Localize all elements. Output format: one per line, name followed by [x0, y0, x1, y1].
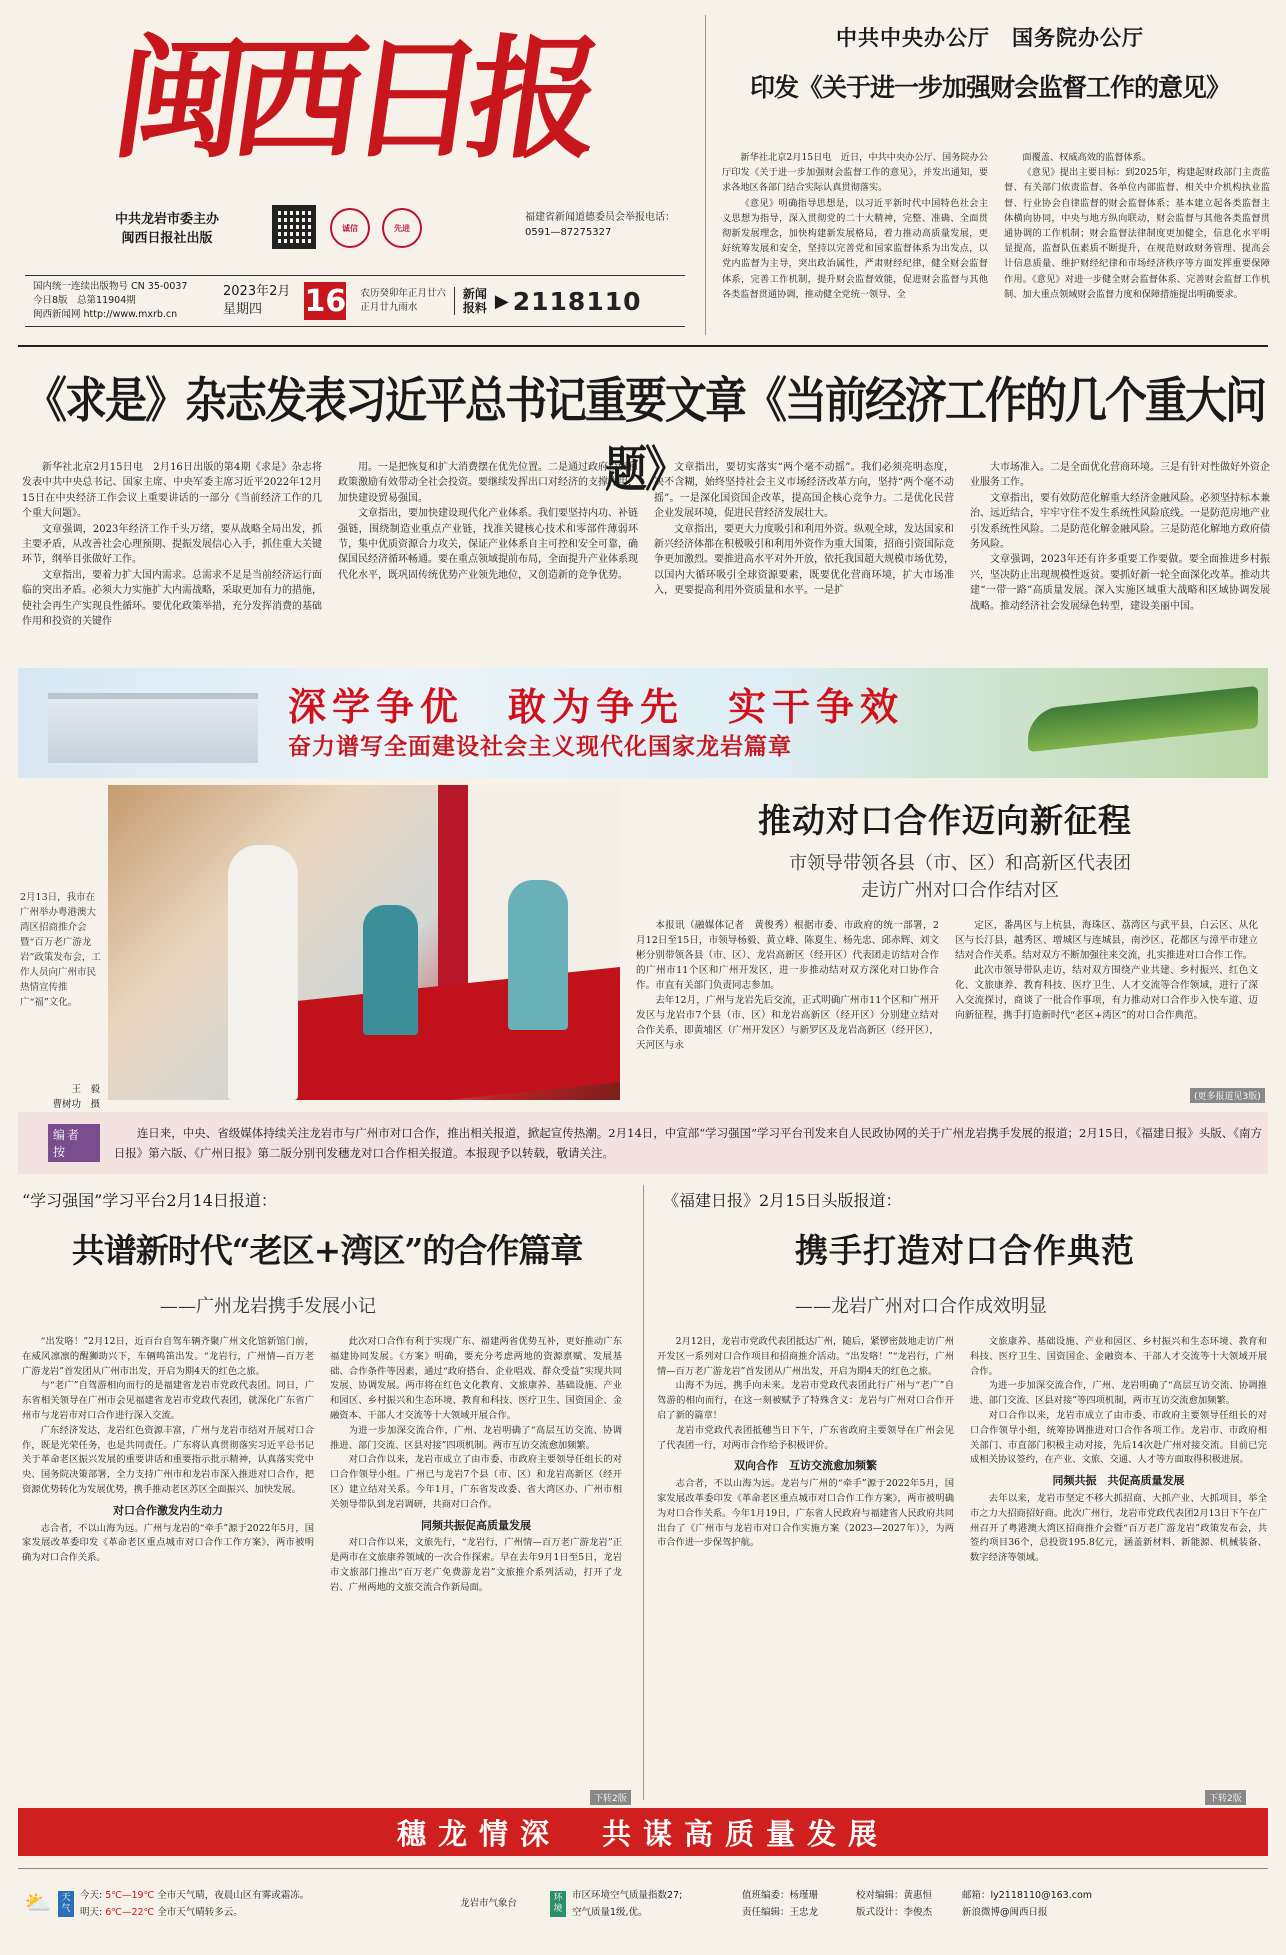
- article-subtitle: 市领导带领各县（市、区）和高新区代表团 走访广州对口合作结对区: [789, 853, 1131, 901]
- lunar-date: 农历癸卯年正月廿六 正月廿九雨水: [360, 288, 446, 313]
- editor-credits: 值班编委：杨瑾珊 校对编辑：黄惠恒 责任编辑：王忠龙 版式设计：李俊杰: [742, 1889, 933, 1918]
- article-body: “出发咯！”2月12日，近百台自驾车辆齐聚广州文化馆新馆门前，在威风凛凛的醒狮助兴下，车辆鸣笛出发。“龙岩行，广州情—百万老广游龙岩”首发团从广州市出发，开启为期4天的红色之旅。 与“老广”自驾游相向而行的是福建省龙岩市党政代表团。同日，广东省相关领导在广州市会见福建省龙岩市党政代表团，就深化广东省广州市与龙岩市对口合作进行深入交流。 广东经济发达，龙岩红色资源丰富，广州与龙岩市结对开展对口合作，既是光荣任务，也是共同责任。广东将认真贯彻落实习近平总书记关于革命老区振兴发展的重要讲话和重要指示批示精神，认真落实党中央、国务院决策部署，全力支持广州市和龙岩市深入推进对口合作，把资源优势转化为发展优势，携手推动老区苏区全面振兴、加快发展。 对口合作激发内生动力 志合者，不以山海为远。广州与龙岩的“牵手”源于2022年5月，国家发展改革委印发《革命老区重点城市对口合作工作方案》，两市被明确为对口合作关系。 此次对口合作有利于实现广东、福建两省优势互补，更好推动广东福建协同发展。《方案》明确，要充分考虑两地的资源禀赋、发展基础、合作条件等因素，通过“政府搭台、企业唱戏、群众受益”实现共同发展、协调发展。两市将在红色文化教育、文旅康养、基础设施、产业和园区、乡村振兴和生态环境、教育和科技、医疗卫生、国资国企、金融资本、干部人才交流等十大领域开展合作。 为进一步加深交流合作，广州、龙岩明确了“高层互访交流、协调推进、部门交流、区县对接”四项机制。两市互访交流愈加频繁。 对口合作以来，龙岩市成立了由市委、市政府主要领导任组长的对口合作领导小组。广州已与龙岩7个县（市、区）和龙岩高新区（经开区）建立结对关系。今年1月，广东省发改委、省大湾区办、广州市相关领导带队到龙岩调研，共商对口合作。 同频共振促高质量发展 对口合作以来，文旅先行，“龙岩行，广州情—百万老广游龙岩”正是两市在文旅康养领域的一次合作探索。早在去年9月1日至5日，龙岩市文旅部门推出“百万老广免费游龙岩”文旅推介系列活动，打开了龙岩、广州两地的文旅交流合作新局面。: [22, 1336, 622, 1593]
- qr-code-icon[interactable]: [272, 205, 316, 249]
- hotline-number[interactable]: 2118110: [512, 286, 642, 316]
- weather-sun-cloud-icon: ⛅: [24, 1891, 52, 1916]
- air-quality: 市区环境空气质量指数27; 空气质量1级,优。: [572, 1889, 683, 1918]
- article-subtitle: ——广州龙岩携手发展小记: [160, 1296, 376, 1317]
- honor-stamp-icon: 诚信: [330, 208, 370, 248]
- slogan-line: 奋力谱写全面建设社会主义现代化国家龙岩篇章: [288, 733, 792, 760]
- editor-note-tag: 编者按: [48, 1124, 100, 1162]
- bottom-slogan-banner: 穗龙情深 共谋高质量发展: [18, 1808, 1268, 1856]
- weather-issuer: 龙岩市气象台: [460, 1898, 518, 1909]
- article-source: “学习强国”学习平台2月14日报道：: [22, 1191, 277, 1210]
- issue-info-bar: [25, 275, 685, 327]
- continued-link[interactable]: 下转2版: [1205, 1790, 1246, 1805]
- article-title[interactable]: 推动对口合作迈向新征程: [758, 801, 1132, 840]
- article-title[interactable]: 共谱新时代“老区+湾区”的合作篇章: [71, 1231, 583, 1270]
- day-number: 16: [304, 283, 347, 319]
- article-subtitle: ——龙岩广州对口合作成效明显: [795, 1296, 1047, 1317]
- divider: [643, 1185, 644, 1800]
- email-link[interactable]: 邮箱：ly2118110@163.com: [962, 1889, 1093, 1901]
- continued-link[interactable]: (更多报道见3版): [1190, 1088, 1265, 1103]
- contact-info: [962, 1887, 1112, 1921]
- weather-forecast: 今天: 5℃—19℃ 全市天气晴，夜晨山区有雾或霜冻。 明天: 6℃—22℃ 全市天气晴转多云。: [80, 1889, 310, 1918]
- host-line: 闽西日报社出版: [121, 231, 213, 246]
- environment-tag: 环境: [550, 1891, 566, 1917]
- publication-numbers: 国内统一连续出版物号 CN 35-0037 今日8版 总第11904期 闽西新闻网 http://www.mxrb.cn: [33, 281, 188, 320]
- arrow-right-icon: ▶: [494, 290, 509, 312]
- complaint-hotline: 福建省新闻道德委员会举报电话： 0591—87275327: [525, 212, 675, 238]
- article-issuers: 中共中央办公厅 国务院办公厅: [836, 25, 1144, 50]
- divider: [705, 15, 706, 335]
- continued-link[interactable]: 下转2版: [590, 1790, 631, 1805]
- article-source: 《福建日报》2月15日头版报道：: [663, 1191, 902, 1210]
- divider: [18, 345, 1268, 347]
- slogan-banner: [18, 668, 1268, 778]
- article-body: 本报讯（融媒体记者 黄俊秀）根据市委、市政府的统一部署，2月12日至15日，市领导杨毅、黄立峰、陈夏生、杨先忠、邱赤辉、刘文彬分别带领各县（市、区）、龙岩高新区（经开区）代表团走访结对合作的广州市11个区和广州开发区，进一步推动结对双方深化对口协作合作。市直有关部门负责同志参加。 去年12月，广州与龙岩先后交流，正式明确广州市11个区和广州开发区与龙岩市7个县（市、区）和龙岩高新区（经开区）分别建立结对合作关系，即黄埔区（广州开发区）与新罗区及龙岩高新区（经开区），天河区与永 定区，番禺区与上杭县，海珠区、荔湾区与武平县，白云区、从化区与长汀县，越秀区、增城区与连城县，南沙区、花都区与漳平市建立结对合作关系。结对双方不断加强往来交流，扎实推进对口合作工作。 此次市领导带队走访，结对双方围绕产业共建、乡村振兴、红色文化、文旅康养、教育科技、医疗卫生、人才交流等合作领域，进行了深入交流探讨，商谈了一批合作事项，有力推动对口合作步入快车道、迈向新征程，携手打造新时代“老区+湾区”的对口合作典范。: [636, 920, 1258, 1051]
- building-image: [48, 693, 258, 763]
- photo-credit: 王 毅 曹树功 摄: [52, 1084, 100, 1110]
- issue-date: 2023年2月 星期四: [223, 284, 291, 317]
- article-body: 新华社北京2月15日电 近日，中共中央办公厅、国务院办公厅印发《关于进一步加强财会监督工作的意见》，并发出通知，要求各地区各部门结合实际认真贯彻落实。 《意见》明确指导思想是，以习近平新时代中国特色社会主义思想为指导，深入贯彻党的二十大精神，完整、准确、全面贯彻新发展理念，加快构建新发展格局，着力推动高质量发展，更好统筹发展和安全，坚持以完善党和国家监督体系为出发点，以党内监督为主导，突出政治属性，严肃财经纪律，健全财会监督体系，完善工作机制，提升财会监督效能，促进财会监督与其他各类监督贯通协调，推动健全党统一领导、全 面覆盖、权威高效的监督体系。 《意见》提出主要目标：到2025年，构建起财政部门主责监督、有关部门依责监督、各单位内部监督、相关中介机构执业监督、行业协会自律监督的财会监督体系；基本建立起各类监督主体横向协同，中央与地方纵向联动，财会监督与其他各类监督贯通协调的工作机制；财会监督法律制度更加健全，信息化水平明显提高，监督队伍素质不断提升，在规范财政财务管理、提高会计信息质量、维护财经纪律和市场经济秩序等方面发挥重要保障作用。《意见》对进一步健全财会监督体系、完善财会监督工作机制、加大重点领域财会监督力度和保障措施提出明确要求。: [722, 152, 1270, 300]
- footer-bar: [18, 1868, 1268, 1938]
- editor-note: [18, 1112, 1268, 1174]
- section-heading: 同频共振 共促高质量发展: [1052, 1474, 1185, 1488]
- section-heading: 对口合作激发内生动力: [113, 1503, 223, 1517]
- honor-stamp-icon: 先进: [382, 208, 422, 248]
- article-body: 2月12日，龙岩市党政代表团抵达广州，随后，紧锣密鼓地走访广州开发区一系列对口合作项目和招商推介活动。“出发咯！”“龙岩行，广州情—百万老广游龙岩”首发团从广州出发，开启为期4天的红色之旅。 山海不为远，携手向未来。龙岩市党政代表团此行广州与“老广”自驾游的相向而行，在这一刻被赋予了特殊含义：龙岩与广州对口合作开启了新的篇章！ 龙岩市党政代表团抵穗当日下午，广东省政府主要领导在广州会见了代表团一行，对两市合作给予积极评价。 双向合作 互访交流愈加频繁 志合者，不以山海为远。龙岩与广州的“牵手”源于2022年5月，国家发展改革委印发《革命老区重点城市对口合作工作方案》，两市被明确为对口合作关系。今年1月19日，广东省人民政府与福建省人民政府共同出台了《广州市与龙岩市对口合作实施方案（2023—2027年）》，为两市合作进一步保驾护航。 文旅康养、基础设施、产业和园区、乡村振兴和生态环境、教育和科技、医疗卫生、国资国企、金融资本、干部人才交流等十大领域开展合作。 为进一步加深交流合作，广州、龙岩明确了“高层互访交流、协调推进、部门交流、区县对接”等四项机制，两市互访交流愈加频繁。 对口合作以来，龙岩市成立了由市委、市政府主要领导任组长的对口合作领导小组，统筹协调推进对口合作各项工作。龙岩市、市政府相关部门、市直部门积极主动对接，先后14次赴广州对接交流。目前已完成相关协议签约，在产业、文旅、交通、人才等方面取得积极进展。 同频共振 共促高质量发展 去年以来，龙岩市坚定不移大抓招商、大抓产业、大抓项目，举全市之力大招商招好商。此次广州行，龙岩市党政代表团2月13日下午在广州召开了粤港澳大湾区招商推介会暨“百万老广游龙岩”政策发布会，共签约项目36个，总投资195.8亿元，涵盖新材料、新能源、机械装备、数字经济等领域。: [657, 1336, 1267, 1564]
- headline-body: 新华社北京2月15日电 2月16日出版的第4期《求是》杂志将发表中共中央总书记、国家主席、中央军委主席习近平2022年12月15日在中央经济工作会议上重要讲话的一部分《当前经济工作的几个重大问题》。 文章强调，2023年经济工作千头万绪，要从战略全局出发，抓主要矛盾，从改善社会心理预期、提振发展信心入手，抓住重大关键环节，纲举目张做好工作。 文章指出，要着力扩大国内需求。总需求不足是当前经济运行面临的突出矛盾。必须大力实施扩大内需战略，采取更加有力的措施，使社会再生产实现良性循环。要优化政策举措，充分发挥消费的基础作用和投资的关键作 用。一是把恢复和扩大消费摆在优先位置。二是通过政府投资和政策激励有效带动全社会投资。要继续发挥出口对经济的支撑作用，加快建设贸易强国。 文章指出，要加快建设现代化产业体系。我们要坚持内功、补链强链，围绕制造业重点产业链，找准关键核心技术和零部件薄弱环节，集中优质资源合力攻关，保证产业体系自主可控和安全可靠，确保国民经济循环畅通。要在重点领域提前布局，全面提升产业体系现代化水平，既巩固传统优势产业领先地位，又创造新的竞争优势。 文章指出，要切实落实“两个毫不动摇”。我们必须亮明态度，决不含糊，始终坚持社会主义市场经济改革方向，坚持“两个毫不动摇”。一是深化国资国企改革，提高国企核心竞争力。二是优化民营企业发展环境，促进民营经济发展壮大。 文章指出，要更大力度吸引和利用外资。纵观全球，发达国家和新兴经济体都在积极吸引和利用外资作为重大国策，招商引资国际竞争更加激烈。要推进高水平对外开放，依托我国超大规模市场优势，以国内大循环吸引全球资源要素，既要优化营商环境，扩大市场准入，更要提高利用外资质量和水平。一是扩 大市场准入。二是全面优化营商环境。三是有针对性做好外资企业服务工作。 文章指出，要有效防范化解重大经济金融风险。必须坚持标本兼治、远近结合，牢牢守住不发生系统性风险底线。一是防范房地产业引发系统性风险。二是防范化解金融风险。三是防范化解地方政府债务风险。 文章强调，2023年还有许多重要工作要做。要全面推进乡村振兴，坚决防止出现规模性返贫。要抓好新一轮全面深化改革。推动共建“一带一路”高质量发展。深入实施区域重大战略和区域协调发展战略。推动经济社会发展绿色转型，建设美丽中国。: [22, 462, 1270, 628]
- slogan-line: 深学争优 敢为争先 实干争效: [288, 684, 905, 729]
- newspaper-logo: 闽西日报: [104, 22, 598, 177]
- host-info: [72, 210, 262, 248]
- editor-note-text: 连日来，中央、省级媒体持续关注龙岩市与广州市对口合作，推出相关报道，掀起宣传热潮。2月14日，中宣部“学习强国”学习平台刊发来自人民政协网的关于广州龙岩携手发展的报道；2月15日，《福建日报》头版、《南方日报》第六版、《广州日报》第二版分别刊发穗龙对口合作相关报道。本报现予以转载，敬请关注。: [113, 1126, 1262, 1160]
- section-heading: 同频共振促高质量发展: [421, 1518, 531, 1532]
- hotline-label: 新闻 报料: [454, 287, 495, 315]
- news-photo[interactable]: [108, 785, 620, 1100]
- weibo-link[interactable]: 新浪微博@闽西日报: [962, 1906, 1048, 1918]
- photo-caption: 2月13日，我市在广州举办粤港澳大湾区招商推介会暨“百万老广游龙岩”政策发布会，工作人员向广州市民热情宣传推广“福”文化。: [20, 892, 101, 1008]
- headline-title[interactable]: 《求是》杂志发表习近平总书记重要文章《当前经济工作的几个重大问题》: [24, 372, 1265, 498]
- article-title[interactable]: 印发《关于进一步加强财会监督工作的意见》: [749, 73, 1230, 102]
- article-title[interactable]: 携手打造对口合作典范: [795, 1231, 1135, 1270]
- host-line: 中共龙岩市委主办: [114, 212, 219, 227]
- weather-tag: 天气: [58, 1891, 74, 1917]
- section-heading: 双向合作 互访交流愈加频繁: [734, 1459, 877, 1473]
